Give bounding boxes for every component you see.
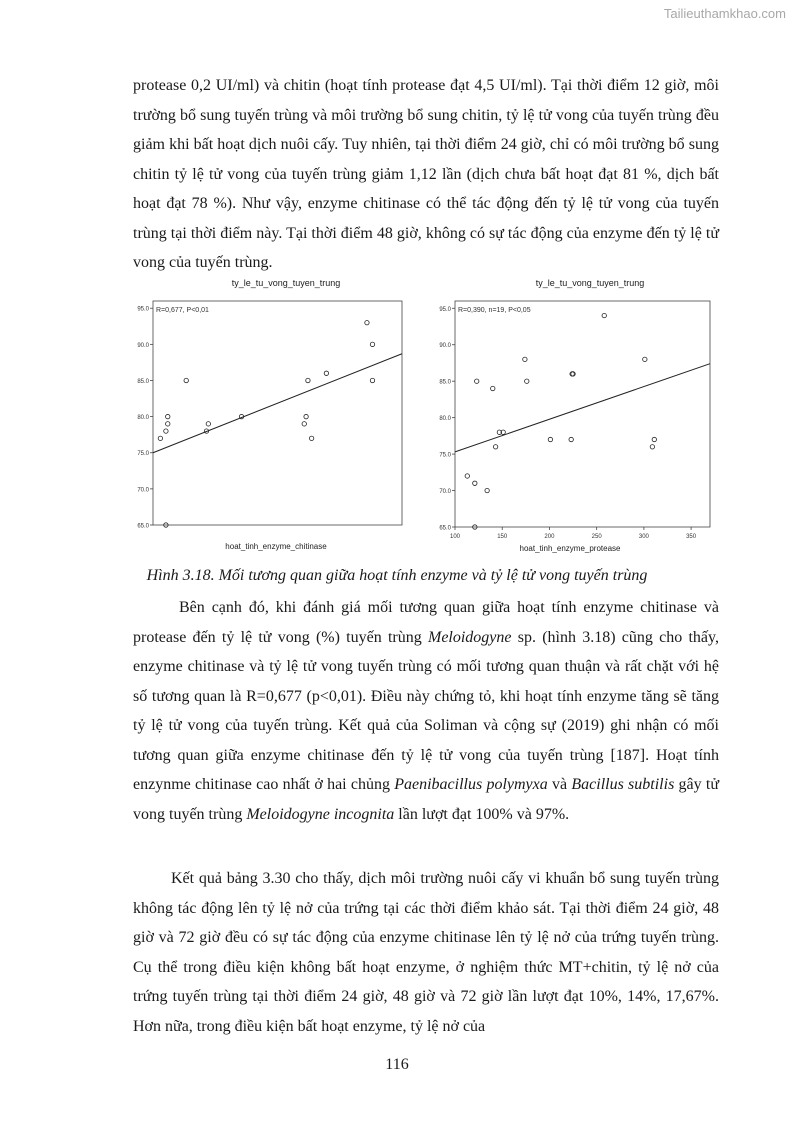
y-tick-label: 70.0 xyxy=(137,487,149,494)
watermark: Tailieuthamkhao.com xyxy=(663,6,786,21)
x-tick-label: 300 xyxy=(638,534,649,540)
y-tick-label: 90.0 xyxy=(137,342,149,349)
scatter-svg-chitinase xyxy=(136,275,416,557)
data-point xyxy=(164,429,168,433)
italic-run: Bacillus subtilis xyxy=(571,776,675,793)
x-tick-label: 100 xyxy=(449,534,461,540)
paragraph-3 xyxy=(133,864,719,1041)
text-run: Bên cạnh đó, khi đánh giá mối tương quan giữa hoạt tính enzyme chitinase và protease đến tỷ lệ tử vong (%) tuyến trùng xyxy=(133,599,719,646)
y-tick-label: 65.0 xyxy=(439,525,451,532)
y-tick-label: 75.0 xyxy=(439,452,451,459)
text-run: lần lượt đạt 100% và 97%. xyxy=(394,805,570,823)
scatter-chart-protease xyxy=(420,275,720,562)
text-run: protease 0,2 UI/ml) và chitin (hoạt tính protease đạt 4,5 UI/ml). Tại thời điểm 12 giờ, môi trường bổ sung tuyến trùng và môi trường bổ sung chitin, tỷ lệ tử vong của tuyến trùng đều giảm khi bất hoạt dịch nuôi cấy. Tuy nhiên, tại thời điểm 24 giờ, chỉ có môi trường bổ sung chitin tỷ lệ tử vong của tuyến trùng giảm 1,12 lần (dịch chưa bất hoạt đạt 81 %, dịch bất hoạt đạt 78 %). Như vậy, enzyme chitinase có thể tác động đến tỷ lệ tử vong của tuyến trùng tại thời điểm này. Tại thời điểm 48 giờ, không có sự tác động của enzyme đến tỷ lệ tử vong của tuyến trùng. xyxy=(133,77,719,271)
data-point xyxy=(569,437,573,441)
x-tick-label: 200 xyxy=(544,534,555,540)
data-point xyxy=(306,378,310,382)
data-point xyxy=(324,371,328,375)
data-point xyxy=(652,437,656,441)
text-run: Kết quả bảng 3.30 cho thấy, dịch môi trường nuôi cấy vi khuẩn bổ sung tuyến trùng không tác động lên tỷ lệ nở của trứng tại các thời điểm khảo sát. Tại thời điểm 24 giờ, 48 giờ và 72 giờ đều có sự tác động của enzyme chitinase lên tỷ lệ nở của trứng tuyến trùng. Cụ thể trong điều kiện không bất hoạt enzyme, ở nghiệm thức MT+chitin, tỷ lệ nở của trứng tuyến trùng tại thời điểm 24 giờ, 48 giờ và 72 giờ lần lượt đạt 10%, 14%, 17,67%. Hơn nữa, trong điều kiện bất hoạt enzyme, tỷ lệ nở của xyxy=(133,870,719,1035)
data-point xyxy=(523,357,527,361)
data-point xyxy=(475,379,479,383)
chart-title: ty_le_tu_vong_tuyen_trung xyxy=(231,278,341,288)
y-tick-label: 90.0 xyxy=(439,343,451,350)
y-tick-label: 80.0 xyxy=(137,415,149,422)
scatter-chart-chitinase xyxy=(136,275,416,562)
italic-run: Meloidogyne incognita xyxy=(246,805,395,823)
plot-frame xyxy=(455,301,710,527)
data-point xyxy=(643,357,647,361)
plot-frame xyxy=(153,301,402,525)
text-run: và xyxy=(547,776,572,793)
y-tick-label: 65.0 xyxy=(137,523,149,530)
italic-run: Paenibacillus polymyxa xyxy=(394,776,548,793)
data-point xyxy=(309,436,313,440)
scatter-svg-protease xyxy=(420,275,720,557)
paragraph-1 xyxy=(133,71,719,278)
y-tick-label: 95.0 xyxy=(137,306,149,313)
data-point xyxy=(548,437,552,441)
data-point xyxy=(302,422,306,426)
data-point xyxy=(493,445,497,449)
paragraph-2 xyxy=(133,593,719,829)
regression-line xyxy=(455,364,710,452)
x-axis-label: hoat_tinh_enzyme_chitinase xyxy=(225,542,327,551)
figure-caption: Hình 3.18. Mối tương quan giữa hoạt tính enzyme và tỷ lệ tử vong tuyến trùng xyxy=(146,567,648,584)
italic-run: Meloidogyne xyxy=(427,628,512,646)
data-point xyxy=(166,414,170,418)
page-number: 116 xyxy=(385,1056,409,1073)
data-point xyxy=(370,378,374,382)
y-tick-label: 70.0 xyxy=(439,489,451,496)
y-tick-label: 85.0 xyxy=(137,378,149,385)
data-point xyxy=(602,313,606,317)
x-axis-label: hoat_tinh_enzyme_protease xyxy=(519,544,621,553)
data-point xyxy=(650,445,654,449)
data-point xyxy=(465,474,469,478)
data-point xyxy=(525,379,529,383)
data-point xyxy=(206,422,210,426)
correlation-annotation: R=0,677, P<0,01 xyxy=(156,307,209,314)
correlation-annotation: R=0,390, n=19, P<0,05 xyxy=(458,307,531,314)
y-tick-label: 80.0 xyxy=(439,416,451,423)
text-run: sp. (hình 3.18) cũng cho thấy, enzyme chitinase và tỷ lệ tử vong tuyến trùng có mối tương quan thuận và rất chặt với hệ số tương quan là R=0,677 (p<0,01). Điều này chứng tỏ, khi hoạt tính enzyme tăng sẽ tăng tỷ lệ tử vong của tuyến trùng. Kết quả của Soliman và cộng sự (2019) ghi nhận có mối tương quan giữa enzyme chitinase đến tỷ lệ tử vong của tuyến trùng [187]. Hoạt tính enzynme chitinase cao nhất ở hai chủng xyxy=(133,628,719,793)
y-tick-label: 95.0 xyxy=(439,306,451,313)
data-point xyxy=(184,378,188,382)
data-point xyxy=(158,436,162,440)
data-point xyxy=(473,481,477,485)
x-tick-label: 350 xyxy=(686,534,697,540)
y-tick-label: 85.0 xyxy=(439,379,451,386)
data-point xyxy=(365,320,369,324)
y-tick-label: 75.0 xyxy=(137,451,149,458)
x-tick-label: 250 xyxy=(591,534,602,540)
chart-title: ty_le_tu_vong_tuyen_trung xyxy=(535,278,645,288)
data-point xyxy=(491,386,495,390)
text-run: gây tử vong tuyến trùng xyxy=(133,776,720,823)
regression-line xyxy=(153,354,402,453)
data-point xyxy=(485,488,489,492)
data-point xyxy=(370,342,374,346)
data-point xyxy=(166,422,170,426)
x-tick-label: 150 xyxy=(497,534,508,540)
data-point xyxy=(304,414,308,418)
